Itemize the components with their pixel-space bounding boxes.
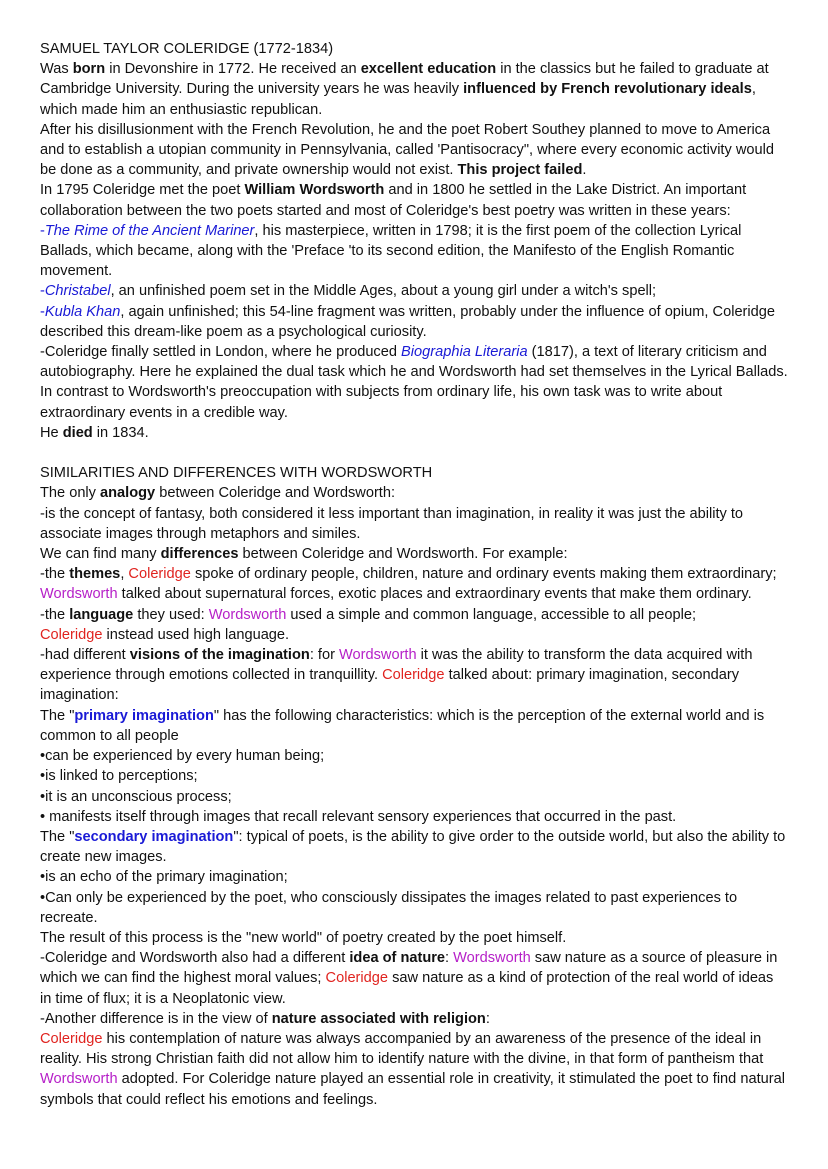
section-spacer — [40, 443, 788, 463]
analogy-intro: The only analogy between Coleridge and Wordsworth: — [40, 485, 396, 502]
difference-language-coleridge: Coleridge instead used high language. — [40, 626, 290, 643]
secondary-bullet: •Can only be experienced by the poet, who consciously dissipates the images related to past experiences to recreate. — [40, 889, 738, 926]
bio-paragraph-birth: Was born in Devonshire in 1772. He received an excellent education in the classics but he failed to graduate at Cambridge University. During the university years he was heavily influenced by French revolutionary ideals, which made him an enthusiastic republican. — [40, 61, 769, 118]
primary-imagination: The "primary imagination" has the following characteristics: which is the perception of the external world and is common to all people — [40, 707, 765, 744]
work-biographia-literaria: -Coleridge finally settled in London, where he produced Biographia Literaria (1817), a text of literary criticism and autobiography. Here he explained the dual task which he and Wordsworth had set themselves in the Lyrical Ballads. In contrast to Wordsworth's preoccupation with subjects from ordinary life, his own task was to write about extraordinary events in a credible way. — [40, 344, 788, 421]
bio-heading: SAMUEL TAYLOR COLERIDGE (1772-1834) — [40, 41, 334, 57]
bio-paragraph-pantisocracy: After his disillusionment with the French Revolution, he and the poet Robert Southey planned to move to America and to establish a utopian community in Pennsylvania, called 'Pantisocracy", where every economic activity would be done as a community, and private ownership would not exist. This project failed. — [40, 121, 774, 179]
bio-death: He died in 1834. — [40, 424, 149, 441]
difference-language: -the language they used: Wordsworth used a simple and common language, accessible to all people; — [40, 606, 696, 623]
primary-bullet: •it is an unconscious process; — [40, 788, 232, 805]
differences-intro: We can find many differences between Coleridge and Wordsworth. For example: — [40, 546, 568, 563]
work-kubla-khan: -Kubla Khan, again unfinished; this 54-line fragment was written, probably under the influence of opium, Coleridge described this dream-like poem as a psychological curiosity. — [40, 303, 776, 340]
bio-paragraph-wordsworth: In 1795 Coleridge met the poet William Wordsworth and in 1800 he settled in the Lake District. An important collaboration between the two poets started and most of Coleridge's best poetry was written in these years: — [40, 182, 747, 219]
work-ancient-mariner: -The Rime of the Ancient Mariner, his masterpiece, written in 1798; it is the first poem of the collection Lyrical Ballads, which became, along with the 'Preface 'to its second edition, the Manifesto of the English Romantic movement. — [40, 222, 742, 280]
difference-nature: -Coleridge and Wordsworth also had a different idea of nature: Wordsworth saw nature as a source of pleasure in which we can find the highest moral values; Coleridge saw nature as a kind of protection of the real world of ideas in time of flux; it is a Neoplatonic view. — [40, 950, 778, 1007]
comparison-heading: SIMILARITIES AND DIFFERENCES WITH WORDSWORTH — [40, 465, 433, 482]
secondary-imagination: The "secondary imagination": typical of poets, is the ability to give order to the outside world, but also the ability to create new images. — [40, 828, 786, 866]
analogy-fantasy: -is the concept of fantasy, both considered it less important than imagination, in reality it was just the ability to associate images through metaphors and similes. — [40, 505, 744, 542]
primary-bullet: •can be experienced by every human being; — [40, 748, 325, 765]
secondary-bullet: •is an echo of the primary imagination; — [40, 869, 288, 886]
difference-themes: -the themes, Coleridge spoke of ordinary people, children, nature and ordinary events making them extraordinary; Wordsworth talked about supernatural forces, exotic places and extraordinary events that make them ordinary. — [40, 566, 777, 603]
new-world-result: The result of this process is the "new world" of poetry created by the poet himself. — [40, 929, 567, 946]
difference-imagination: -had different visions of the imagination: for Wordsworth it was the ability to transform the data acquired with experience through emotions collected in tranquillity. Coleridge talked about: primary imagination, secondary imagination: — [40, 647, 753, 704]
work-christabel: -Christabel, an unfinished poem set in the Middle Ages, about a young girl under a witch's spell; — [40, 283, 657, 300]
primary-bullet: •is linked to perceptions; — [40, 768, 198, 785]
difference-religion: -Another difference is in the view of nature associated with religion: — [40, 1010, 490, 1027]
primary-bullet: • manifests itself through images that recall relevant sensory experiences that occurred in the past. — [40, 808, 677, 825]
religion-detail: Coleridge his contemplation of nature was always accompanied by an awareness of the presence of the ideal in reality. His strong Christian faith did not allow him to identify nature with the divine, in that form of pantheism that Wordsworth adopted. For Coleridge nature played an essential role in creativity, it stimulated the poet to find natural symbols that could reflect his emotions and feelings. — [40, 1030, 785, 1108]
